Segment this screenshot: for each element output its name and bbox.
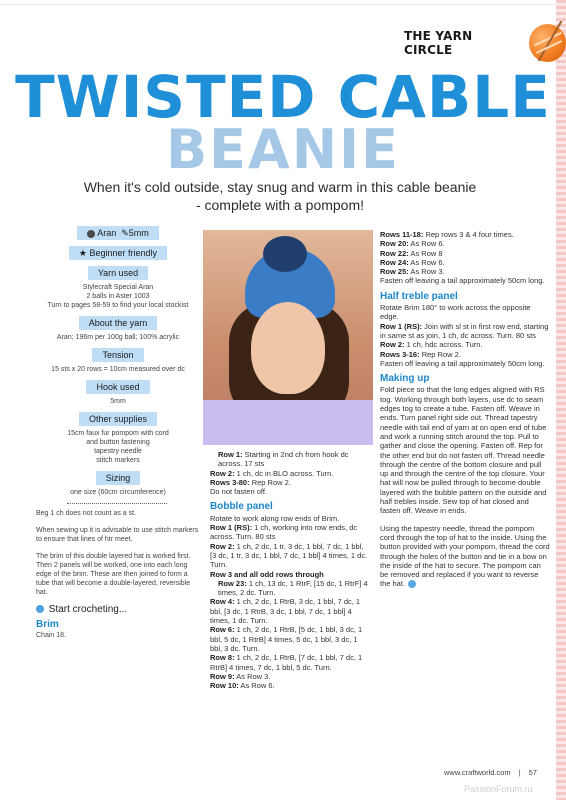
making-up-text: Using the tapestry needle, thread the pompom cord through the top of hat to the inside. Using the button provided with your pompom, thread the cord through the holes of the button and tie in a bow on the inside of the hat to secure. The pompom can be removed and replaced if you want to reverse the hat. [380,523,550,589]
needle-icon [537,21,562,62]
note-text: When sewing up it is advisable to use stitch markers to ensure that lines of htr meet. [36,527,199,543]
hook-heading: Hook used [86,380,149,394]
level-pill [69,246,167,260]
supplies-line: 15cm faux fur pompom with cord [67,430,169,437]
needle-size: 5mm [128,228,149,238]
start-bullet-icon [36,605,44,613]
page-footer [440,768,541,777]
beanie-photo [203,230,373,445]
photo-face [251,302,325,394]
footer-sep: | [518,768,521,777]
pattern-column-middle [210,450,368,690]
hook-icon: ✎ [121,228,129,238]
brim-text: Chain 18. [36,632,66,639]
pattern-row: Row 3 and all odd rows through [210,569,324,579]
pattern-row: Row 1: Starting in 2nd ch from hook dc across. 17 sts [218,450,349,469]
pattern-row: Row 9: As Row 3. [210,671,271,681]
pattern-row: Fasten off leaving a tail approximately 50cm long. [380,276,545,286]
half-treble-intro: Rotate Brim 180° to work across the opposite edge. [380,303,531,322]
page-number: 57 [528,768,537,777]
start-heading: Start crocheting... [48,604,128,615]
subtitle: When it's cold outside, stay snug and warm in this cable beanie - complete with a pompom! [83,179,477,213]
pattern-row: Row 2: 1 ch, hdc across. Turn. [380,340,483,350]
pattern-row: Row 20: As Row 6. [380,239,445,249]
sizing-heading: Sizing [96,471,141,485]
brim-heading: Brim [36,619,59,630]
pattern-row: Row 1 (RS): 1 ch, working into row ends, dc across. Turn. 80 sts [210,523,358,542]
making-up-heading: Making up [380,373,430,385]
pattern-row: Row 25: As Row 3. [380,267,445,277]
hook-text: 5mm [110,398,126,405]
about-yarn-heading: About the yarn [79,316,158,330]
page-top-edge [0,0,566,5]
tension-text: 15 sts x 20 rows = 10cm measured over dc [51,366,185,373]
pattern-row: Rows 3-16: Rep Row 2. [380,349,461,359]
star-icon: ★ [78,248,87,258]
pattern-row: Do not fasten off. [210,487,267,497]
yarn-used-line: Turn to pages 58-59 to find your local stockist [47,302,189,309]
pattern-column-right [380,230,550,589]
yarn-ball-icon [529,24,566,62]
yarn-used-line: Stylecraft Special Aran [82,284,154,291]
pattern-row: Row 23: 1 ch, 13 dc, 1 RtrF, [15 dc, 1 RtrF] 4 times, 2 dc. Turn. [218,578,368,598]
title-line-2: BEANIE [165,118,400,181]
end-mark-icon [408,580,416,588]
supplies-heading: Other supplies [79,412,157,426]
yarn-dot-icon [87,230,95,238]
watermark: PassionForum.ru [464,784,533,794]
footer-url: www.craftworld.com [444,768,511,777]
photo-jumper [203,400,373,445]
pattern-row: Row 2: 1 ch, dc in BLO across. Turn. [210,468,334,478]
note-text: The brim of this double layered hat is worked first. Then 2 panels will be worked, one into each long edge of the brim. These are then joined to form a tube that will become a double-layered, reversible hat. [36,553,191,596]
bobble-intro: Rotate to work along row ends of Brim. [210,513,340,523]
note-text: Beg 1 ch does not count as a st. [36,510,137,517]
materials-column [36,226,200,640]
brand-header [404,24,566,62]
pattern-row: Row 24: As Row 6. [380,257,445,267]
making-up-text: Fold piece so that the long edges aligned with RS tog. Working through both layers, use dc to seam edges tog to create a tube. Fasten off. Weave in ends. Turn panel right side out. Thread tapestry needle with tail end of yarn at on open end of tube and work a running stitch around the top. Pull to gather and close the opening. Fasten off. Rep for the other end but do not fasten off. Thread needle through the centre of the bottom closure and pull up and through the centre of the top closure. Your hat will now be pulled through to become double layered with the bubble pattern on the outside and half trebles inside. Sew top of hat closed and fasten off. Weave in ends. [380,385,547,516]
sizing-text: one size (60cm circumference) [70,489,166,496]
supplies-line: tapestry needle [94,448,142,455]
title-line-1: TWISTED CABLE [15,63,551,131]
pattern-row: Rows 3-80: Rep Row 2. [210,477,291,487]
pattern-row: Rows 11-18: Rep rows 3 & 4 four times. [380,230,514,239]
pattern-row: Row 4: 1 ch, 2 dc, 1 RtrB, 3 dc, 1 bbl, 7 dc, 1 bbl, [3 dc, 1 RtrB, 3 dc, 1 bbl, 7 dc, 1 bbl] 4 times, 1 dc. Turn. [210,597,361,626]
pattern-row: Row 2: 1 ch, 2 dc, 1 tr, 3 dc, 1 bbl, 7 dc, 1 bbl, [3 dc, 1 tr, 3 dc, 1 bbl, 7 dc, 1 bbl] 4 times, 1 dc. Turn. [210,541,368,570]
tension-heading: Tension [92,348,143,362]
pattern-row: Row 22: As Row 8 [380,248,443,258]
bobble-heading: Bobble panel [210,501,273,513]
pattern-row: Fasten off leaving a tail approximately 50cm long. [380,358,545,368]
weight-needle-pill [77,226,159,240]
yarn-weight: Aran [97,228,117,238]
about-yarn-text: Aran; 196m per 100g ball; 100% acrylic [56,334,180,341]
yarn-used-heading: Yarn used [88,266,148,280]
supplies-line: stitch markers [96,457,140,464]
yarn-used-line: 2 balls in Aster 1003 [86,293,150,300]
pattern-row: Row 1 (RS): Join with sl st in first row end, starting in same st as join, 1 ch, dc across. Turn. 80 sts [380,321,549,340]
pattern-row: Row 10: As Row 6. [210,681,275,691]
photo-pompom [263,236,307,272]
pattern-row: Row 6: 1 ch, 2 dc, 1 RtrB, [5 dc, 1 bbl, 3 dc, 1 bbl, 5 dc, 1 RtrB] 4 times, 5 dc, 1 bbl, 3 dc, 1 bbl, 3 dc. Turn. [210,625,363,653]
half-treble-heading: Half treble panel [380,290,458,302]
brand-text: THE YARN CIRCLE [404,29,473,57]
dotted-divider [67,503,167,504]
level-label: Beginner friendly [89,248,158,258]
supplies-line: and button fastening [86,439,150,446]
pattern-row: Row 8: 1 ch, 2 dc, 1 RtrB, [7 dc, 1 bbl, 7 dc, 1 RtrB] 4 times, 7 dc, 1 bbl, 5 dc. Turn. [210,653,363,672]
